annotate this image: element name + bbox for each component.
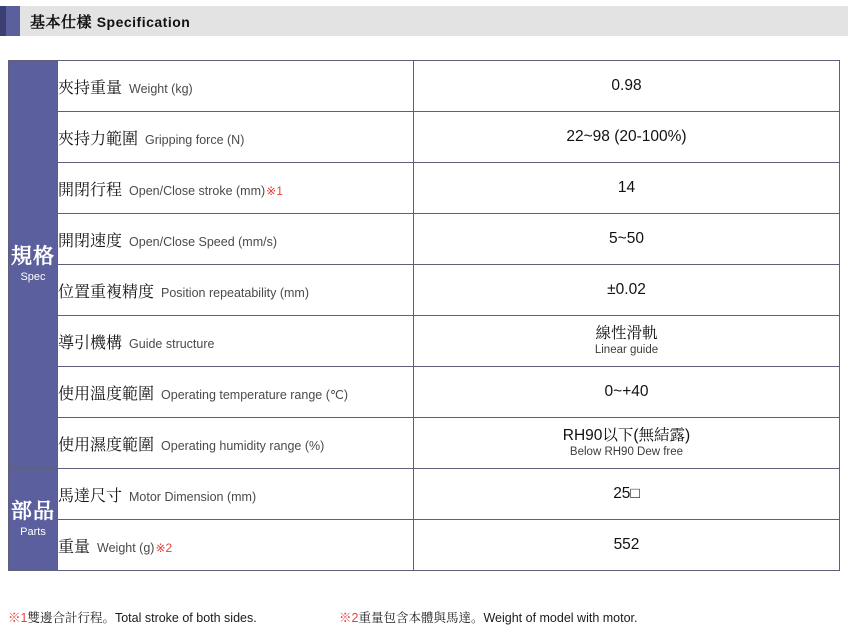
header-accent-block xyxy=(0,6,20,36)
row-label-en: Position repeatability (mm) xyxy=(161,285,309,300)
row-label-en: Operating humidity range (%) xyxy=(161,438,325,453)
footnote-2-jp: 重量包含本體與馬達。 xyxy=(358,611,484,625)
row-label-jp: 重量 xyxy=(58,538,91,556)
row-value-main: 0~+40 xyxy=(604,383,649,401)
row-label xyxy=(58,61,414,112)
row-value xyxy=(414,367,840,418)
table-row xyxy=(9,469,840,520)
table-row xyxy=(9,163,840,214)
row-label xyxy=(58,265,414,316)
table-row xyxy=(9,214,840,265)
row-value-main: RH90以下(無結露) xyxy=(562,427,691,445)
page-title-en: Specification xyxy=(96,13,191,30)
row-label-en: Gripping force (N) xyxy=(145,132,245,147)
row-value xyxy=(414,112,840,163)
row-value-sub: Below RH90 Dew free xyxy=(569,445,684,458)
header-accent-stripe xyxy=(0,6,6,36)
group-cell-spec xyxy=(9,61,58,469)
row-value xyxy=(414,61,840,112)
row-value xyxy=(414,418,840,469)
row-label-en: Guide structure xyxy=(129,336,215,351)
row-label-jp: 使用溫度範圍 xyxy=(58,385,155,403)
row-value-main: ±0.02 xyxy=(607,281,646,299)
row-value-main: 25□ xyxy=(613,485,640,503)
group-label-en: Spec xyxy=(20,271,46,284)
row-label-jp: 夾持力範圍 xyxy=(58,130,139,148)
row-label-jp: 開閉速度 xyxy=(58,232,123,250)
row-label xyxy=(58,418,414,469)
row-value xyxy=(414,520,840,571)
row-value-main: 22~98 (20-100%) xyxy=(566,128,687,146)
row-label-en: Motor Dimension (mm) xyxy=(129,489,257,504)
footnote-1-en: Total stroke of both sides. xyxy=(114,611,257,625)
row-value xyxy=(414,163,840,214)
row-label xyxy=(58,367,414,418)
row-label-en: Weight (kg) xyxy=(129,81,193,96)
group-label-en: Parts xyxy=(20,526,46,539)
row-value xyxy=(414,316,840,367)
row-note-mark: ※2 xyxy=(155,540,173,555)
row-note-mark: ※1 xyxy=(266,183,283,198)
table-row xyxy=(9,418,840,469)
footnote-1-mark: ※1 xyxy=(8,611,28,625)
footnote-2 xyxy=(339,608,637,626)
specification-table xyxy=(8,60,840,571)
footnote-1 xyxy=(8,608,257,626)
row-label xyxy=(58,112,414,163)
row-label xyxy=(58,163,414,214)
table-row xyxy=(9,265,840,316)
page-title xyxy=(30,11,190,32)
row-label-en: Open/Close stroke (mm) xyxy=(129,183,266,198)
row-label-jp: 使用濕度範圍 xyxy=(58,436,155,454)
page-title-jp: 基本仕樣 xyxy=(30,13,93,31)
row-value-main: 0.98 xyxy=(611,77,642,95)
row-label-jp: 馬達尺寸 xyxy=(58,487,123,505)
row-label-jp: 夾持重量 xyxy=(58,79,123,97)
footnote-2-mark: ※2 xyxy=(339,611,359,625)
row-value-main: 552 xyxy=(613,536,640,554)
table-row xyxy=(9,61,840,112)
row-value-main: 14 xyxy=(617,179,636,197)
row-label-en: Weight (g) xyxy=(97,540,155,555)
row-label xyxy=(58,520,414,571)
group-label-jp: 規格 xyxy=(11,244,55,268)
row-label-en: Operating temperature range (℃) xyxy=(161,387,349,402)
row-value xyxy=(414,469,840,520)
row-value-sub: Linear guide xyxy=(594,343,659,356)
row-label-en: Open/Close Speed (mm/s) xyxy=(129,234,277,249)
group-cell-parts xyxy=(9,469,58,571)
footnote-2-en: Weight of model with motor. xyxy=(483,611,638,625)
table-row xyxy=(9,316,840,367)
row-value xyxy=(414,214,840,265)
row-label xyxy=(58,469,414,520)
footnote-1-jp: 雙邊合計行程。 xyxy=(27,611,115,625)
table-row xyxy=(9,367,840,418)
section-header xyxy=(0,6,848,36)
row-label-jp: 位置重複精度 xyxy=(58,283,155,301)
row-value-main: 5~50 xyxy=(609,230,644,248)
row-label xyxy=(58,316,414,367)
table-row xyxy=(9,520,840,571)
row-label-jp: 導引機構 xyxy=(58,334,123,352)
row-label-jp: 開閉行程 xyxy=(58,181,123,199)
row-label xyxy=(58,214,414,265)
row-value xyxy=(414,265,840,316)
table-row xyxy=(9,112,840,163)
row-value-main: 線性滑軌 xyxy=(595,325,658,343)
group-label-jp: 部品 xyxy=(11,499,55,523)
